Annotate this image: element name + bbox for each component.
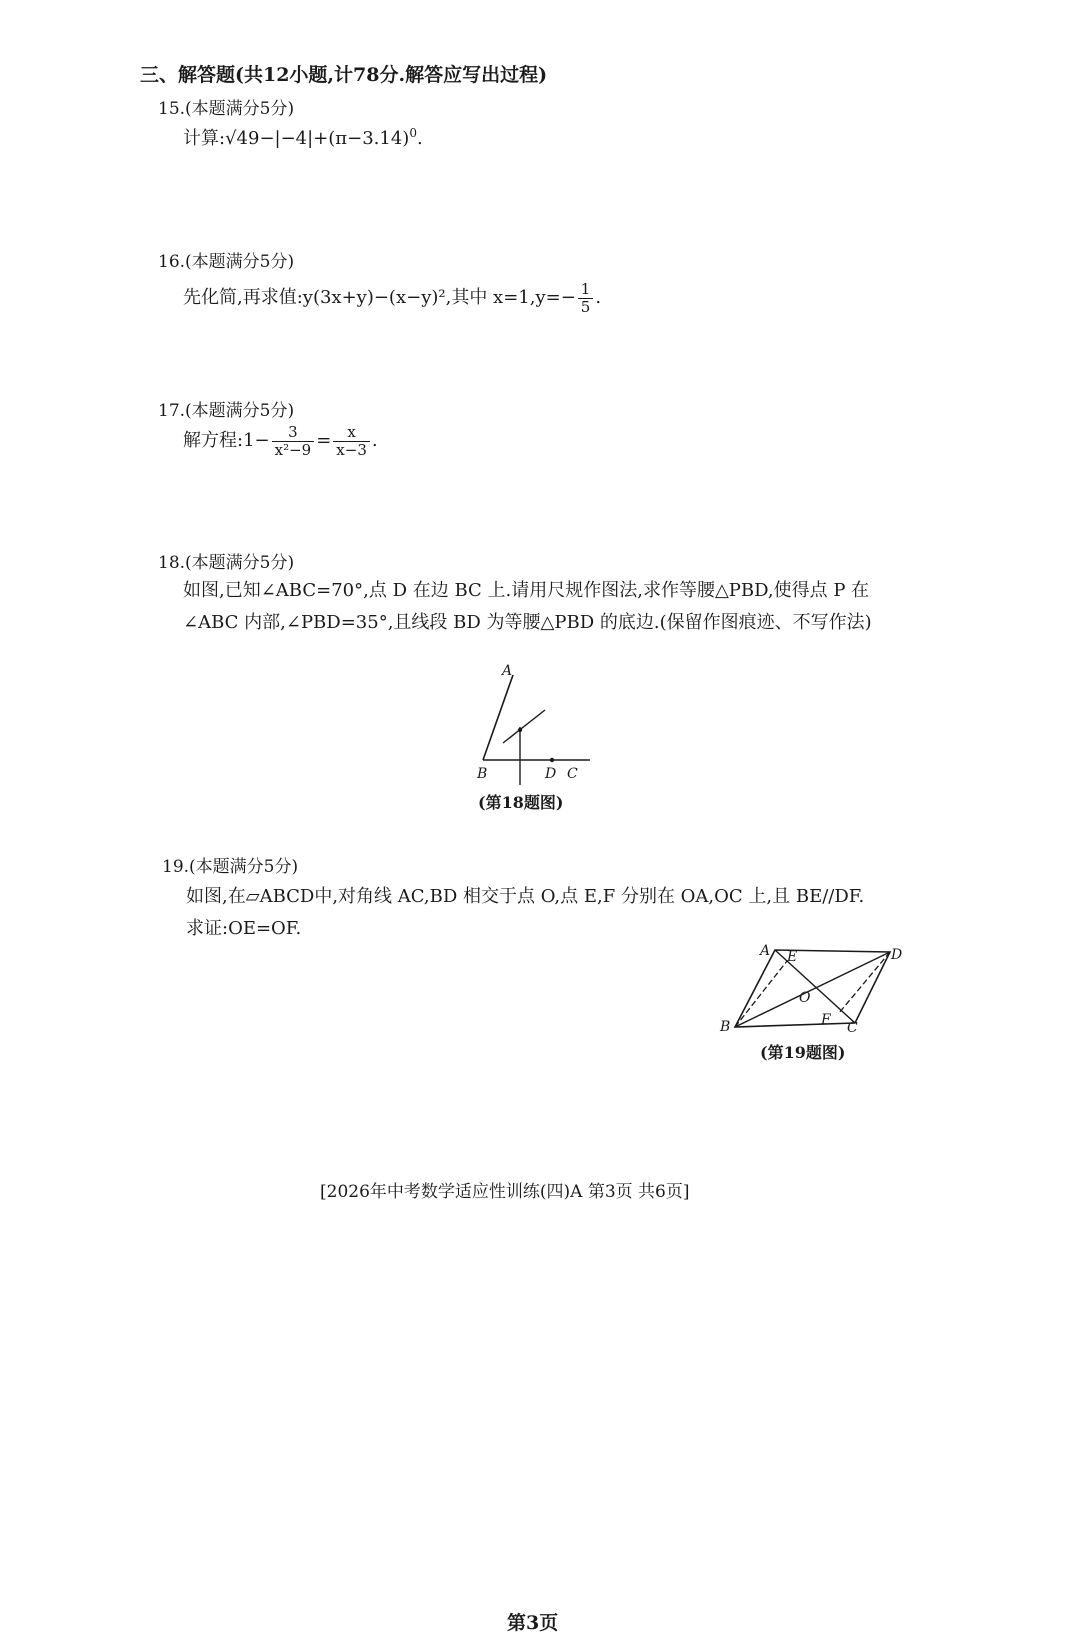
q19-caption: (第19题图) bbox=[760, 1043, 846, 1062]
q18-header: 18.(本题满分5分) bbox=[158, 553, 295, 573]
q19-label-a: A bbox=[760, 943, 771, 959]
q17-fraction-right bbox=[333, 424, 370, 458]
q15-header: 15.(本题满分5分) bbox=[158, 99, 295, 119]
q16-problem bbox=[183, 281, 601, 315]
q19-diagonal-bd bbox=[735, 952, 890, 1027]
q15-expression: √49−|−4|+(π−3.14) bbox=[225, 128, 410, 149]
q18-figure bbox=[455, 655, 605, 785]
q17-end: . bbox=[371, 430, 378, 451]
q17-equals: = bbox=[316, 430, 332, 451]
q19-line-2: 求证:OE=OF. bbox=[186, 918, 302, 939]
q18-line-1: 如图,已知∠ABC=70°,点 D 在边 BC 上.请用尺规作图法,求作等腰△PBD,使得点 P 在 bbox=[183, 580, 870, 601]
q19-label-o: O bbox=[799, 990, 811, 1006]
q16-text: 先化简,再求值:y(3x+y)−(x−y)²,其中 x=1,y=− bbox=[183, 287, 576, 308]
q15-prefix: 计算: bbox=[183, 128, 226, 149]
q19-figure bbox=[715, 935, 915, 1040]
q16-frac-denominator: 5 bbox=[580, 297, 591, 316]
q18-label-c: C bbox=[567, 766, 578, 782]
q19-label-e: E bbox=[787, 949, 798, 965]
q18-label-a: A bbox=[502, 663, 513, 679]
q18-line-2: ∠ABC 内部,∠PBD=35°,且线段 BD 为等腰△PBD 的底边.(保留作图痕迹、不写作法) bbox=[183, 612, 872, 633]
q17-frac2-denominator: x−3 bbox=[336, 440, 367, 459]
q18-caption: (第18题图) bbox=[478, 793, 564, 812]
q16-fraction bbox=[578, 281, 594, 315]
q16-end: . bbox=[595, 287, 602, 308]
q18-point-p bbox=[518, 728, 522, 732]
q18-construction-bisector bbox=[503, 710, 545, 743]
q19-label-d: D bbox=[891, 947, 903, 963]
q15-end: . bbox=[416, 128, 423, 149]
q17-frac2-numerator: x bbox=[333, 424, 370, 442]
q17-header: 17.(本题满分5分) bbox=[158, 401, 295, 421]
q19-header: 19.(本题满分5分) bbox=[162, 857, 299, 877]
q15-exponent: 0 bbox=[409, 126, 417, 140]
page-number: 第3页 bbox=[507, 1612, 559, 1634]
q18-label-d: D bbox=[545, 766, 557, 782]
q17-fraction-left bbox=[272, 424, 315, 458]
q16-header: 16.(本题满分5分) bbox=[158, 252, 295, 272]
q19-segment-be bbox=[735, 961, 787, 1027]
q19-label-c: C bbox=[847, 1020, 858, 1036]
q18-label-b: B bbox=[477, 766, 488, 782]
q17-frac1-numerator: 3 bbox=[272, 424, 315, 442]
q19-label-b: B bbox=[720, 1019, 731, 1035]
q17-frac1-denominator: x²−9 bbox=[274, 440, 312, 459]
q16-frac-numerator: 1 bbox=[578, 281, 594, 299]
q19-line-1: 如图,在▱ABCD中,对角线 AC,BD 相交于点 O,点 E,F 分别在 OA,OC 上,且 BE//DF. bbox=[186, 886, 865, 907]
q18-point-d bbox=[550, 758, 554, 762]
q18-ray-ba bbox=[483, 675, 513, 760]
section-title: 三、解答题(共12小题,计78分.解答应写出过程) bbox=[140, 64, 548, 86]
q15-problem bbox=[183, 124, 423, 150]
q17-prefix: 解方程:1− bbox=[183, 430, 270, 451]
page-footer: [2026年中考数学适应性训练(四)A 第3页 共6页] bbox=[320, 1182, 690, 1202]
q17-problem bbox=[183, 424, 378, 458]
q19-label-f: F bbox=[821, 1012, 831, 1028]
